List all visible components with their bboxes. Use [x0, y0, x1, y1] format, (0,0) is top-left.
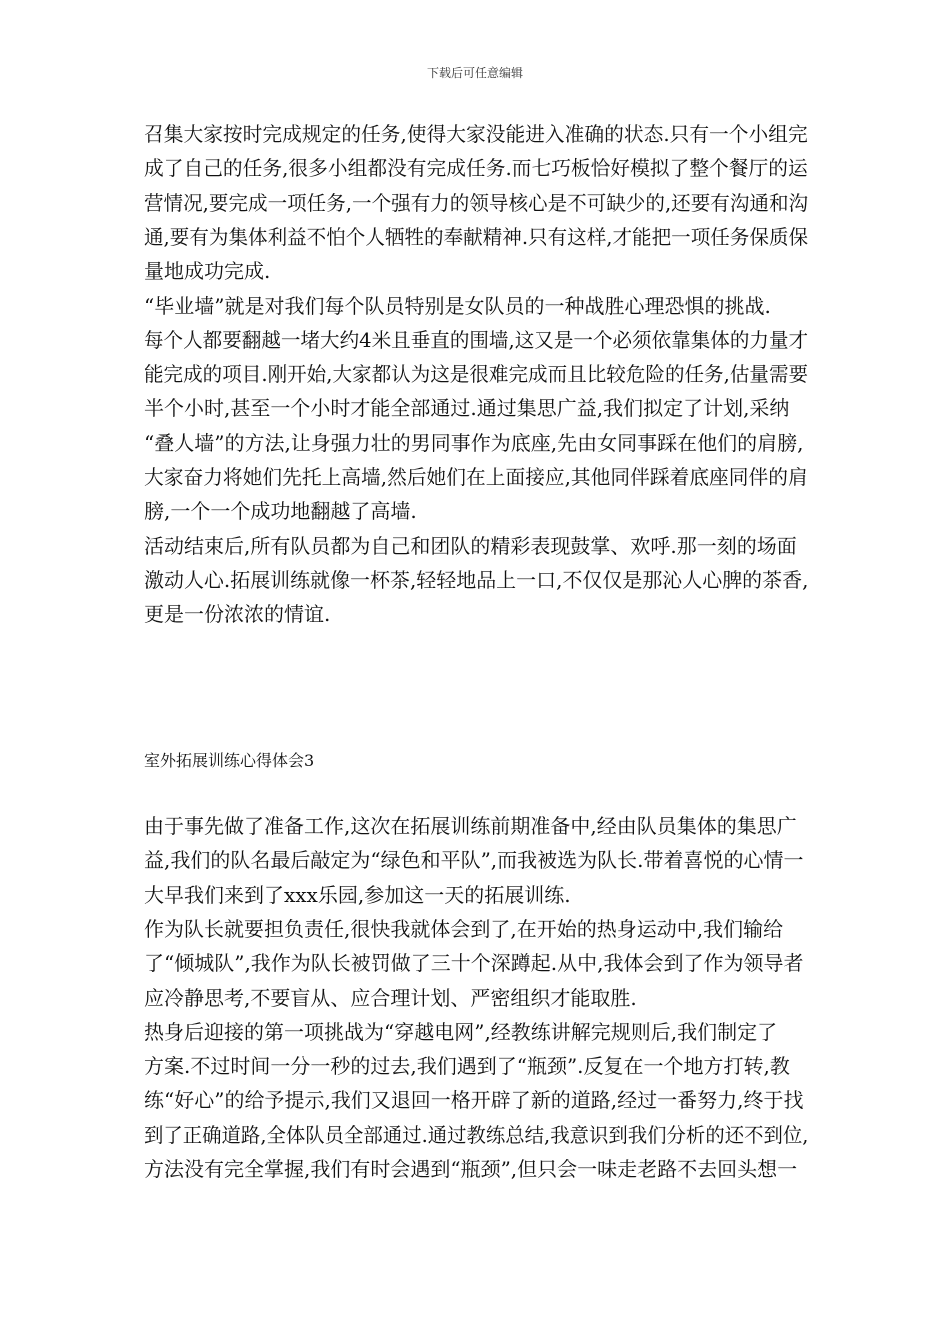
text-line: 营情况,要完成一项任务,一个强有力的领导核心是不可缺少的,还要有沟通和沟	[144, 190, 809, 215]
text-line: 方法没有完全掌握,我们有时会遇到“瓶颈”,但只会一味走老路不去回头想一	[144, 1157, 798, 1181]
text-line: 能完成的项目.刚开始,大家都认为这是很难完成而且比较危险的任务,估量需要	[144, 362, 809, 387]
text-line: 由于事先做了准备工作,这次在拓展训练前期准备中,经由队员集体的集思广	[144, 814, 797, 838]
text-line: 通,要有为集体利益不怕个人牺牲的奉献精神.只有这样,才能把一项任务保质保	[144, 224, 809, 249]
text-line: 召集大家按时完成规定的任务,使得大家没能进入准确的状态.只有一个小组完	[144, 122, 808, 146]
text-line: 益,我们的队名最后敲定为“绿色和平队”,而我被选为队长.带着喜悦的心情一	[144, 848, 804, 873]
text-line: 活动结束后,所有队员都为自己和团队的精彩表现鼓掌、欢呼.那一刻的场面	[144, 533, 797, 558]
page-header: 下载后可任意编辑	[426, 66, 523, 80]
text-line: 大早我们来到了xxx乐园,参加这一天的拓展训练.	[144, 882, 571, 907]
text-line: 成了自己的任务,很多小组都没有完成任务.而七巧板恰好模拟了整个餐厅的运	[144, 156, 808, 181]
text-line: 每个人都要翻越一堵大约4米且垂直的围墙,这又是一个必须依靠集体的力量才	[144, 327, 809, 352]
text-line: 热身后迎接的第一项挑战为“穿越电网”,经教练讲解完规则后,我们制定了	[144, 1019, 778, 1044]
text-line: 半个小时,甚至一个小时才能全部通过.通过集思广益,我们拟定了计划,采纳	[144, 396, 790, 421]
text-line: 到了正确道路,全体队员全部通过.通过教练总结,我意识到我们分析的还不到位,	[144, 1122, 809, 1147]
text-line: 练“好心”的给予提示,我们又退回一格开辟了新的道路,经过一番努力,终于找	[144, 1088, 804, 1113]
text-line: 应冷静思考,不要盲从、应合理计划、严密组织才能取胜.	[144, 985, 637, 1010]
text-line: 更是一份浓浓的情谊.	[144, 602, 331, 627]
text-line: 激动人心.拓展训练就像一杯茶,轻轻地品上一口,不仅仅是那沁人心脾的茶香,	[144, 567, 809, 592]
text-line: 量地成功完成.	[144, 259, 271, 284]
text-line: 膀,一个一个成功地翻越了高墙.	[144, 499, 417, 524]
text-line: 了“倾城队”,我作为队长被罚做了三十个深蹲起.从中,我体会到了作为领导者	[144, 951, 804, 976]
text-line: “叠人墙”的方法,让身强力壮的男同事作为底座,先由女同事踩在他们的肩膀,	[144, 430, 804, 455]
section-title: 室外拓展训练心得体会3	[144, 751, 315, 770]
text-line: 方案.不过时间一分一秒的过去,我们遇到了“瓶颈”.反复在一个地方打转,教	[144, 1054, 790, 1079]
text-line: 大家奋力将她们先托上高墙,然后她们在上面接应,其他同伴踩着底座同伴的肩	[144, 465, 808, 489]
text-line: “毕业墙”就是对我们每个队员特别是女队员的一种战胜心理恐惧的挑战.	[144, 293, 771, 318]
text-line: 作为队长就要担负责任,很快我就体会到了,在开始的热身运动中,我们输给	[144, 916, 784, 941]
